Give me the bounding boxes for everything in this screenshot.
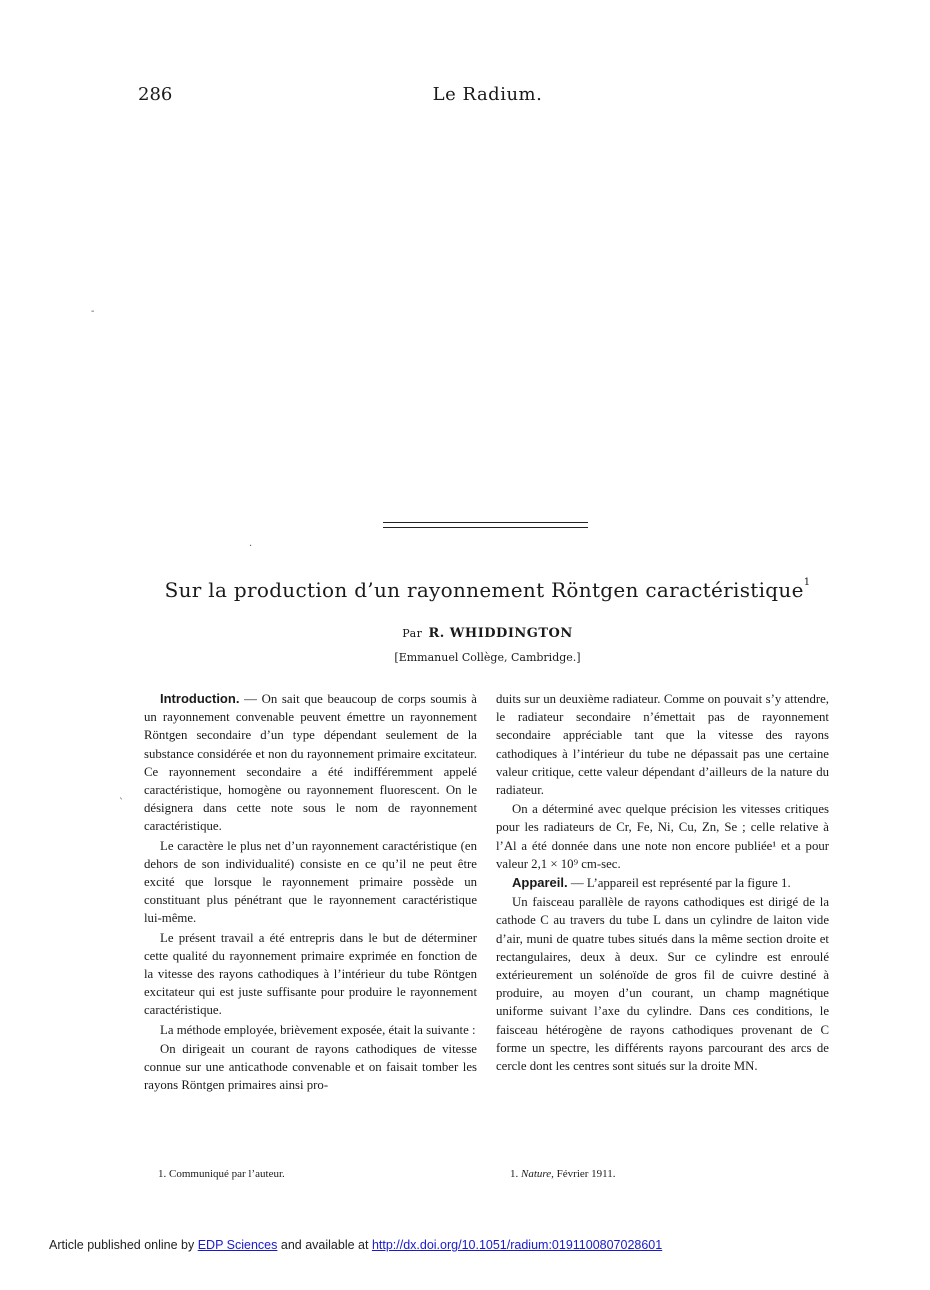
footnote-date: Février 1911. [556, 1168, 616, 1180]
section-heading-apparatus: Appareil. [512, 875, 568, 891]
paragraph: La méthode employée, brièvement exposée, était la suivante : [160, 1022, 476, 1037]
footnote-left: 1. Communiqué par l’auteur. [158, 1168, 285, 1180]
running-head: Le Radium. [432, 84, 543, 105]
title-footnote-marker: 1 [803, 577, 811, 588]
doi-link[interactable]: http://dx.doi.org/10.1051/radium:0191100807028601 [371, 1238, 663, 1252]
byline-prefix: Par [402, 627, 423, 640]
left-column [144, 690, 477, 1094]
footnote-number: 1. [510, 1168, 519, 1180]
paragraph: On dirigeait un courant de rayons cathodiques de vitesse connue sur une anticathode convenable et on faisait tomber les rayons Röntgen primaires ainsi pro- [144, 1041, 477, 1093]
publication-prefix: Article published online by [49, 1238, 195, 1252]
paragraph [496, 874, 829, 892]
paragraph-text: — On sait que beaucoup de corps soumis à un rayonnement convenable peuvent émettre un rayonnement Röntgen secondaire d’un type dépendant seulement de la substance considérée et non du rayonnement primaire excitateur. Ce rayonnement secondaire a été indifféremment appelé caractéristique, homogène ou rayonnement fluorescent. On le désignera dans cette note sous le nom de rayonnement caractéristique. [144, 692, 477, 834]
paragraph: Le caractère le plus net d’un rayonnement caractéristique (en dehors de son individualité) consiste en ce qu’il ne peut être excité que lorsque le rayonnement primaire possède un constituant plus pénétrant que le rayonnement caractéristique lui-même. [144, 838, 477, 926]
publisher-link[interactable]: EDP Sciences [197, 1238, 278, 1252]
footnote-journal: Nature, [521, 1168, 554, 1180]
paragraph: duits sur un deuxième radiateur. Comme on pouvait s’y attendre, le radiateur secondaire n’émettait pas de rayonnement secondaire appréciable tant que la vitesse des rayons cathodiques à l’intérieur du tube ne dépassait pas une certaine valeur critique, cette valeur dépendant d’ailleurs de la nature du radiateur. [496, 692, 829, 798]
right-column [496, 690, 829, 1075]
author-name: R. WHIDDINGTON [428, 626, 573, 641]
author-affiliation: [Emmanuel Collège, Cambridge.] [394, 651, 581, 664]
print-speck: - [91, 306, 95, 317]
paragraph: Le présent travail a été entrepris dans le but de déterminer cette qualité du rayonnement primaire exprimée en fonction de la vitesse des rayons cathodiques à l’intérieur du tube Röntgen excitateur qui est juste suffisante pour produire le rayonnement caractéristique. [144, 930, 477, 1018]
print-speck: ` [119, 798, 124, 809]
article-title [0, 577, 930, 602]
paragraph-text: — L’appareil est représenté par la figure 1. [567, 876, 791, 891]
section-heading-introduction: Introduction. [160, 691, 240, 706]
paragraph [144, 690, 477, 836]
title-rule-bottom [383, 527, 588, 528]
footnote-right [510, 1168, 616, 1180]
title-rule-top [383, 522, 588, 523]
paragraph: Un faisceau parallèle de rayons cathodiques est dirigé de la cathode C au travers du tube L dans un cylindre de laiton vide d’air, muni de quatre tubes situés dans la même section droite et rectangulaires, deux à deux. Sur ce cylindre est enroulé extérieurement un solénoïde de gros fil de cuivre destiné à produire, au moyen d’un courant, un champ magnétique uniforme suivant l’axe du cylindre. Dans ces conditions, le faisceau hétérogène de rayons cathodiques provenant de C forme un spectre, les différents rayons parcourant des arcs de cercle dont les centres sont situés sur la droite MN. [496, 895, 829, 1074]
article-title-text: Sur la production d’un rayonnement Röntgen caractéristique [164, 578, 804, 602]
paragraph: On a déterminé avec quelque précision les vitesses critiques pour les radiateurs de Cr, Fe, Ni, Cu, Zn, Se ; celle relative à l’Al a été donnée dans une note non encore publiée¹ et a pour valeur 2,1 × 10⁹ cm-sec. [496, 802, 829, 871]
print-speck: . [249, 538, 253, 549]
publication-notice [49, 1238, 662, 1252]
page-number: 286 [138, 84, 173, 105]
byline [0, 626, 930, 641]
publication-middle: and available at [280, 1238, 369, 1252]
